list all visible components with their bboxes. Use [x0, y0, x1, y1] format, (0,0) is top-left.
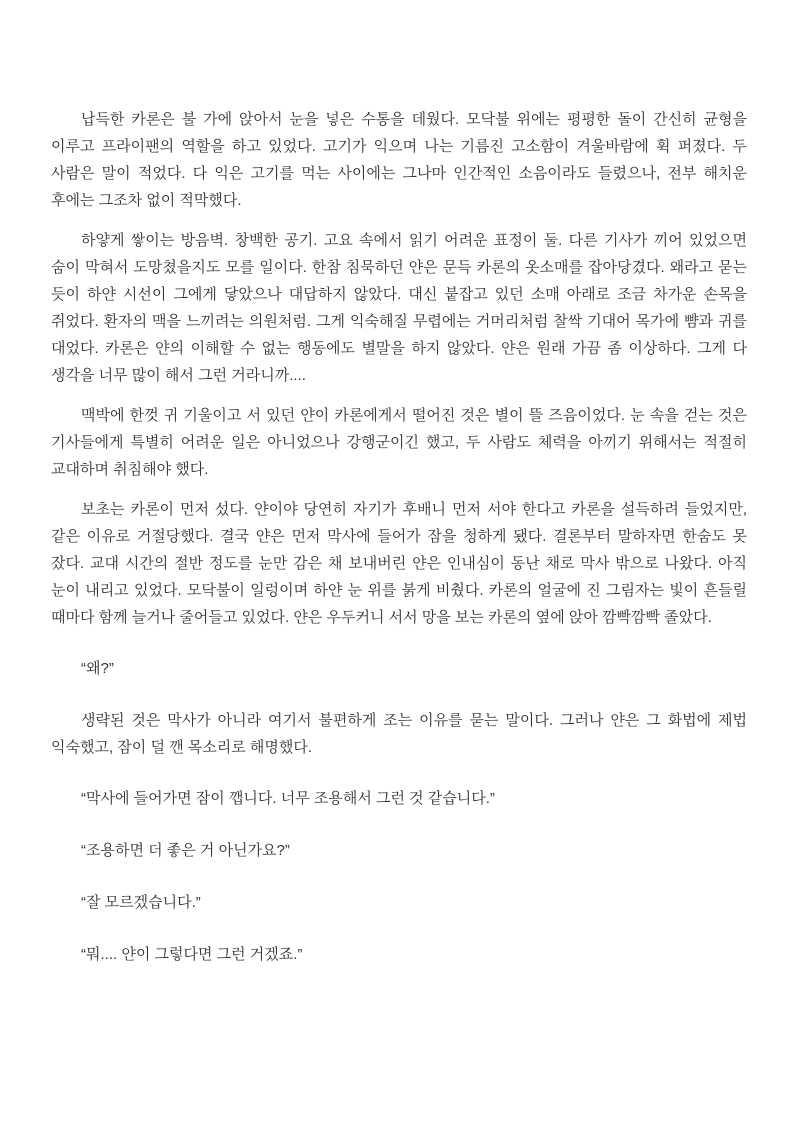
- story-paragraph: 맥박에 한껏 귀 기울이고 서 있던 얀이 카론에게서 떨어진 것은 별이 뜰 즈음이었다. 눈 속을 걷는 것은 기사들에게 특별히 어려운 일은 아니었으나 강행군이긴 했고, 두 사람도 체력을 아끼기 위해서는 적절히 교대하며 취침해야 했다.: [51, 407, 747, 478]
- dialogue-line: “뭐.... 얀이 그렇다면 그런 거겠죠.”: [81, 946, 303, 963]
- dialogue-line: “조용하면 더 좋은 거 아닌가요?”: [81, 842, 290, 859]
- story-paragraph: 생략된 것은 막사가 아니라 여기서 불편하게 조는 이유를 묻는 말이다. 그러나 얀은 그 화법에 제법 익숙했고, 잠이 덜 깬 목소리로 해명했다.: [51, 712, 747, 756]
- dialogue-line: “막사에 들어가면 잠이 깹니다. 너무 조용해서 그런 것 같습니다.”: [81, 790, 495, 807]
- story-paragraph: 납득한 카론은 불 가에 앉아서 눈을 넣은 수통을 데웠다. 모닥불 위에는 평평한 돌이 간신히 균형을 이루고 프라이팬의 역할을 하고 있었다. 고기가 익으며 나는 기름진 고소함이 겨울바람에 휙 퍼졌다. 두 사람은 말이 적었다. 다 익은 고기를 먹는 사이에는 그나마 인간적인 소음이라도 들렸으나, 전부 해치운 후에는 그조차 없이 적막했다.: [51, 111, 747, 209]
- story-paragraph: 보초는 카론이 먼저 섰다. 얀이야 당연히 자기가 후배니 먼저 서야 한다고 카론을 설득하려 들었지만, 같은 이유로 거절당했다. 결국 얀은 먼저 막사에 들어가 잠을 청하게 됐다. 결론부터 말하자면 한숨도 못 잤다. 교대 시간의 절반 정도를 눈만 감은 채 보내버린 얀은 인내심이 동난 채로 막사 밖으로 나왔다. 아직 눈이 내리고 있었다. 모닥불이 일렁이며 하얀 눈 위를 붉게 비췄다. 카론의 얼굴에 진 그림자는 빛이 흔들릴 때마다 함께 늘거나 줄어들고 있었다. 얀은 우두커니 서서 망을 보는 카론의 옆에 앉아 깜빡깜빡 졸았다.: [51, 501, 747, 626]
- dialogue-line: “잘 모르겠습니다.”: [81, 894, 201, 911]
- story-paragraph: 하얗게 쌓이는 방음벽. 창백한 공기. 고요 속에서 읽기 어려운 표정이 둘. 다른 기사가 끼어 있었으면 숨이 막혀서 도망쳤을지도 모를 일이다. 한참 침묵하던 얀은 문득 카론의 옷소매를 잡아당겼다. 왜라고 묻는 듯이 하얀 시선이 그에게 닿았으나 대답하지 않았다. 대신 붙잡고 있던 소매 아래로 조금 차가운 손목을 쥐었다. 환자의 맥을 느끼려는 의원처럼. 그게 익숙해질 무렵에는 거머리처럼 찰싹 기대어 목가에 뺨과 귀를 대었다. 카론은 얀의 이해할 수 없는 행동에도 별말을 하지 않았다. 얀은 원래 가끔 좀 이상하다. 그게 다 생각을 너무 많이 해서 그런 거라니까....: [51, 232, 747, 384]
- dialogue-line: “왜?”: [81, 660, 114, 677]
